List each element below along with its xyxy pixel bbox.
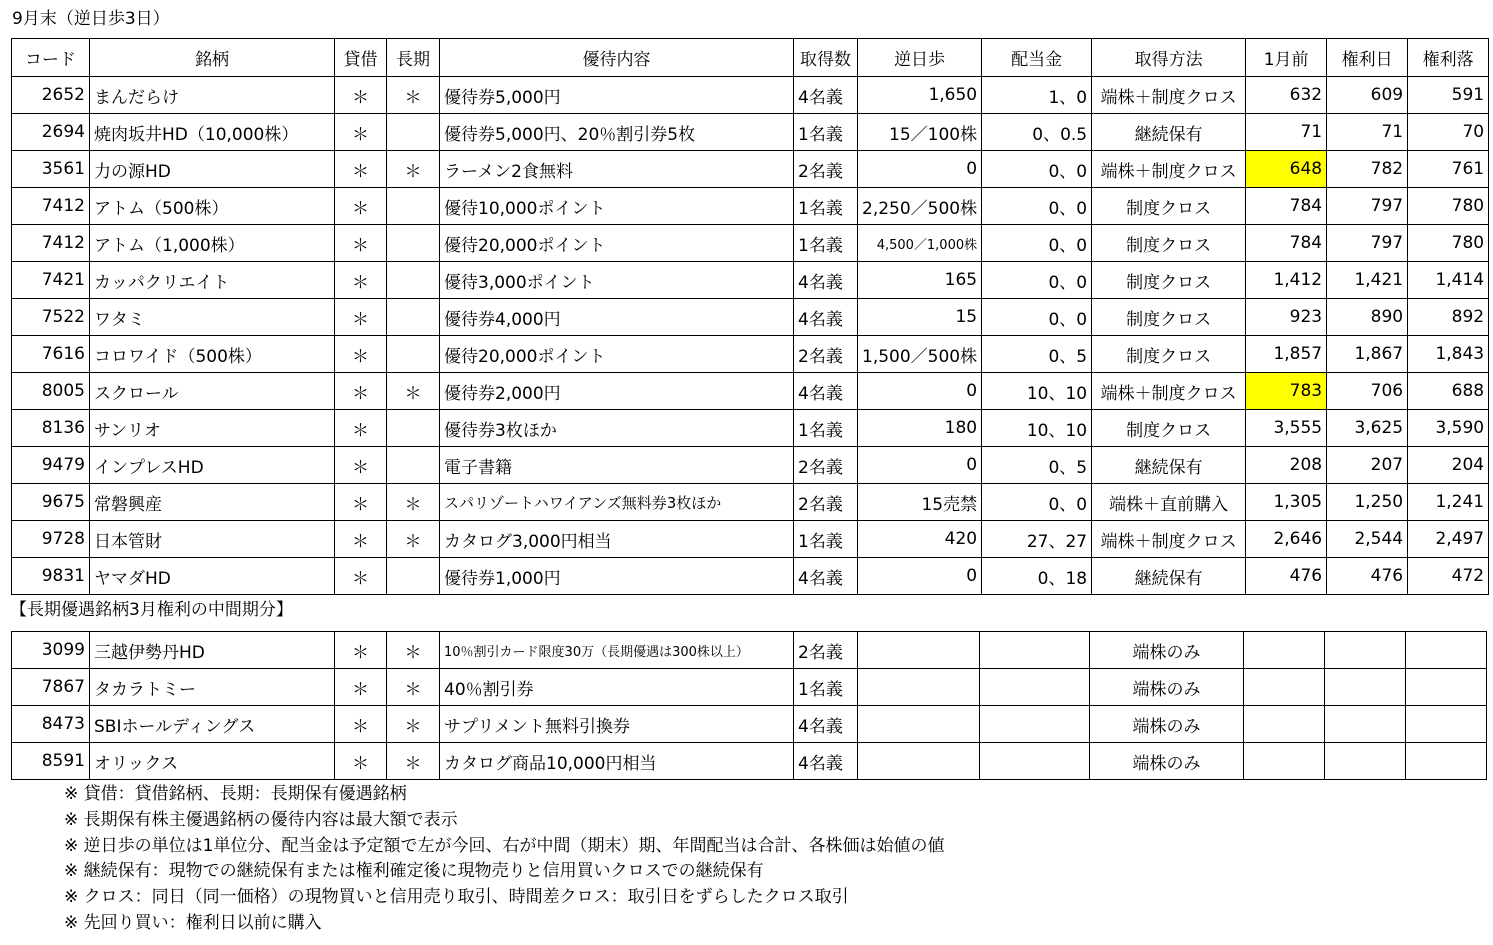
cell-method: 端株＋制度クロス	[1092, 373, 1246, 410]
cell-name: ヤマダHD	[90, 558, 335, 595]
cell-shares: 1名義	[794, 188, 858, 225]
cell-gyakuhibu: 2,250／500株	[858, 188, 982, 225]
cell-name: SBIホールディングス	[90, 706, 335, 743]
cell-shares: 2名義	[794, 632, 858, 669]
cell-dividend: 0、0	[982, 151, 1092, 188]
cell-yutai: 優待券3枚ほか	[440, 410, 794, 447]
cell-yutai: 優待券5,000円	[440, 77, 794, 114]
cell-taishaku: ＊	[335, 336, 387, 373]
cell-taishaku: ＊	[335, 447, 387, 484]
cell-taishaku: ＊	[335, 743, 387, 780]
cell-dividend: 10、10	[982, 410, 1092, 447]
footnote: ※ 継続保有：現物での継続保有または権利確定後に現物売りと信用買いクロスでの継続保有	[64, 861, 764, 882]
cell-dividend: 0、0.5	[982, 114, 1092, 151]
header-taishaku: 貸借	[335, 39, 387, 77]
cell-kenri: 207	[1327, 447, 1408, 484]
cell-ochi	[1406, 632, 1487, 669]
cell-ochi: 780	[1408, 188, 1489, 225]
cell-method: 制度クロス	[1092, 336, 1246, 373]
cell-dividend: 0、0	[982, 188, 1092, 225]
cell-1month: 208	[1246, 447, 1327, 484]
cell-choki	[387, 299, 440, 336]
cell-taishaku: ＊	[335, 706, 387, 743]
cell-shares: 4名義	[794, 262, 858, 299]
cell-1month: 784	[1246, 188, 1327, 225]
cell-taishaku: ＊	[335, 521, 387, 558]
cell-shares: 1名義	[794, 225, 858, 262]
cell-code: 9831	[12, 558, 90, 595]
cell-kenri: 797	[1327, 225, 1408, 262]
cell-choki: ＊	[387, 632, 440, 669]
cell-choki: ＊	[387, 521, 440, 558]
cell-1month-highlighted: 783	[1246, 373, 1327, 410]
cell-gyakuhibu: 165	[858, 262, 982, 299]
table-row	[12, 336, 1489, 373]
cell-code: 7412	[12, 188, 90, 225]
cell-dividend: 0、0	[982, 484, 1092, 521]
footnote: ※ クロス：同日（同一価格）の現物買いと信用売り取引、時間差クロス：取引日をずらしたクロス取引	[64, 887, 849, 908]
cell-kenri: 476	[1327, 558, 1408, 595]
cell-name: アトム（1,000株）	[90, 225, 335, 262]
header-row	[12, 39, 1489, 77]
cell-gyakuhibu: 0	[858, 373, 982, 410]
cell-shares: 2名義	[794, 336, 858, 373]
cell-1month	[1244, 632, 1325, 669]
cell-yutai: 40％割引券	[440, 669, 794, 706]
header-shares: 取得数	[794, 39, 858, 77]
cell-shares: 2名義	[794, 484, 858, 521]
cell-method: 継続保有	[1092, 558, 1246, 595]
cell-code: 8136	[12, 410, 90, 447]
cell-gyakuhibu: 0	[858, 558, 982, 595]
cell-dividend	[980, 706, 1090, 743]
cell-shares: 4名義	[794, 373, 858, 410]
cell-shares: 4名義	[794, 743, 858, 780]
page-title: 9月末（逆日歩3日）	[12, 9, 170, 29]
table-row	[12, 410, 1489, 447]
cell-name: オリックス	[90, 743, 335, 780]
cell-method: 継続保有	[1092, 447, 1246, 484]
section-title: 【長期優遇銘柄3月権利の中間期分】	[10, 600, 293, 620]
cell-taishaku: ＊	[335, 558, 387, 595]
cell-shares: 1名義	[794, 521, 858, 558]
table-row	[12, 77, 1489, 114]
cell-taishaku: ＊	[335, 373, 387, 410]
long-term-table	[11, 631, 1487, 780]
cell-shares: 1名義	[794, 114, 858, 151]
cell-method: 端株＋制度クロス	[1092, 521, 1246, 558]
cell-yutai: 優待券1,000円	[440, 558, 794, 595]
cell-gyakuhibu: 4,500／1,000株	[858, 225, 982, 262]
table-row	[12, 706, 1487, 743]
cell-name: カッパクリエイト	[90, 262, 335, 299]
table-row	[12, 521, 1489, 558]
cell-1month: 1,305	[1246, 484, 1327, 521]
cell-kenri: 1,250	[1327, 484, 1408, 521]
cell-kenri: 797	[1327, 188, 1408, 225]
cell-dividend: 10、10	[982, 373, 1092, 410]
cell-code: 8005	[12, 373, 90, 410]
cell-dividend	[980, 632, 1090, 669]
cell-kenri: 890	[1327, 299, 1408, 336]
table-row	[12, 151, 1489, 188]
cell-taishaku: ＊	[335, 669, 387, 706]
cell-code: 7421	[12, 262, 90, 299]
table-row	[12, 743, 1487, 780]
header-method: 取得方法	[1092, 39, 1246, 77]
cell-yutai: 優待20,000ポイント	[440, 225, 794, 262]
table-row	[12, 373, 1489, 410]
cell-ochi	[1406, 706, 1487, 743]
cell-1month: 784	[1246, 225, 1327, 262]
footnote: ※ 長期保有株主優遇銘柄の優待内容は最大額で表示	[64, 809, 458, 830]
cell-ochi: 1,241	[1408, 484, 1489, 521]
cell-dividend: 1、0	[982, 77, 1092, 114]
table-row	[12, 225, 1489, 262]
cell-code: 3099	[12, 632, 90, 669]
cell-1month	[1244, 706, 1325, 743]
cell-kenri	[1325, 669, 1406, 706]
cell-shares: 1名義	[794, 410, 858, 447]
cell-code: 8591	[12, 743, 90, 780]
cell-shares: 4名義	[794, 299, 858, 336]
cell-name: 三越伊勢丹HD	[90, 632, 335, 669]
cell-yutai: 10％割引カード限度30万（長期優遇は300株以上）	[440, 632, 794, 669]
cell-1month: 632	[1246, 77, 1327, 114]
table-row	[12, 669, 1487, 706]
cell-gyakuhibu: 15売禁	[858, 484, 982, 521]
table-row	[12, 262, 1489, 299]
cell-method: 制度クロス	[1092, 188, 1246, 225]
cell-choki: ＊	[387, 484, 440, 521]
cell-choki: ＊	[387, 373, 440, 410]
table-row	[12, 114, 1489, 151]
cell-1month: 1,857	[1246, 336, 1327, 373]
cell-1month: 1,412	[1246, 262, 1327, 299]
footnote: ※ 逆日歩の単位は1単位分、配当金は予定額で左が今回、右が中間（期末）期、年間配当は合計、各株価は始値の値	[64, 835, 945, 856]
cell-shares: 2名義	[794, 151, 858, 188]
cell-method: 制度クロス	[1092, 225, 1246, 262]
cell-shares: 1名義	[794, 669, 858, 706]
cell-gyakuhibu: 1,650	[858, 77, 982, 114]
cell-name: まんだらけ	[90, 77, 335, 114]
footnote: ※ 貸借：貸借銘柄、長期：長期保有優遇銘柄	[64, 784, 407, 804]
cell-1month: 2,646	[1246, 521, 1327, 558]
cell-1month: 476	[1246, 558, 1327, 595]
cell-yutai: 優待券2,000円	[440, 373, 794, 410]
cell-method: 端株＋制度クロス	[1092, 151, 1246, 188]
cell-dividend: 0、5	[982, 336, 1092, 373]
cell-ochi: 2,497	[1408, 521, 1489, 558]
cell-taishaku: ＊	[335, 188, 387, 225]
cell-kenri	[1325, 632, 1406, 669]
cell-kenri: 782	[1327, 151, 1408, 188]
cell-kenri: 2,544	[1327, 521, 1408, 558]
cell-yutai: スパリゾートハワイアンズ無料券3枚ほか	[440, 484, 794, 521]
cell-code: 8473	[12, 706, 90, 743]
table-row	[12, 299, 1489, 336]
cell-yutai: 優待20,000ポイント	[440, 336, 794, 373]
cell-gyakuhibu: 15／100株	[858, 114, 982, 151]
cell-1month	[1244, 743, 1325, 780]
cell-method: 端株のみ	[1090, 669, 1244, 706]
cell-1month-highlighted: 648	[1246, 151, 1327, 188]
cell-code: 2694	[12, 114, 90, 151]
table-row	[12, 632, 1487, 669]
cell-choki	[387, 336, 440, 373]
cell-name: 焼肉坂井HD（10,000株）	[90, 114, 335, 151]
cell-shares: 4名義	[794, 77, 858, 114]
cell-dividend: 0、0	[982, 225, 1092, 262]
cell-gyakuhibu	[858, 743, 980, 780]
cell-yutai: ラーメン2食無料	[440, 151, 794, 188]
cell-ochi: 892	[1408, 299, 1489, 336]
cell-code: 9675	[12, 484, 90, 521]
cell-ochi	[1406, 669, 1487, 706]
cell-kenri	[1325, 706, 1406, 743]
cell-choki: ＊	[387, 77, 440, 114]
cell-choki: ＊	[387, 706, 440, 743]
cell-ochi: 472	[1408, 558, 1489, 595]
cell-method: 制度クロス	[1092, 299, 1246, 336]
header-code: コード	[12, 39, 90, 77]
yutai-table	[11, 38, 1489, 595]
cell-method: 端株＋制度クロス	[1092, 77, 1246, 114]
table-row	[12, 188, 1489, 225]
cell-name: アトム（500株）	[90, 188, 335, 225]
cell-ochi	[1406, 743, 1487, 780]
cell-gyakuhibu: 180	[858, 410, 982, 447]
cell-1month: 923	[1246, 299, 1327, 336]
cell-choki	[387, 225, 440, 262]
cell-choki	[387, 262, 440, 299]
cell-method: 端株＋直前購入	[1092, 484, 1246, 521]
cell-name: インプレスHD	[90, 447, 335, 484]
cell-choki: ＊	[387, 743, 440, 780]
cell-yutai: 優待3,000ポイント	[440, 262, 794, 299]
cell-gyakuhibu: 1,500／500株	[858, 336, 982, 373]
header-kenri: 権利日	[1327, 39, 1408, 77]
cell-name: タカラトミー	[90, 669, 335, 706]
cell-choki: ＊	[387, 669, 440, 706]
cell-name: コロワイド（500株）	[90, 336, 335, 373]
cell-ochi: 780	[1408, 225, 1489, 262]
cell-code: 3561	[12, 151, 90, 188]
cell-code: 9479	[12, 447, 90, 484]
cell-1month: 3,555	[1246, 410, 1327, 447]
cell-gyakuhibu	[858, 706, 980, 743]
cell-name: スクロール	[90, 373, 335, 410]
cell-name: サンリオ	[90, 410, 335, 447]
cell-taishaku: ＊	[335, 262, 387, 299]
cell-yutai: 優待10,000ポイント	[440, 188, 794, 225]
cell-choki	[387, 410, 440, 447]
cell-kenri	[1325, 743, 1406, 780]
cell-code: 9728	[12, 521, 90, 558]
cell-kenri: 609	[1327, 77, 1408, 114]
cell-yutai: カタログ3,000円相当	[440, 521, 794, 558]
cell-dividend: 0、0	[982, 262, 1092, 299]
header-name: 銘柄	[90, 39, 335, 77]
header-ochi: 権利落	[1408, 39, 1489, 77]
cell-choki	[387, 188, 440, 225]
cell-ochi: 3,590	[1408, 410, 1489, 447]
cell-gyakuhibu: 420	[858, 521, 982, 558]
cell-yutai: 優待券4,000円	[440, 299, 794, 336]
cell-choki	[387, 447, 440, 484]
cell-yutai: サプリメント無料引換券	[440, 706, 794, 743]
cell-method: 端株のみ	[1090, 632, 1244, 669]
cell-taishaku: ＊	[335, 225, 387, 262]
cell-code: 7867	[12, 669, 90, 706]
cell-shares: 2名義	[794, 447, 858, 484]
cell-1month: 71	[1246, 114, 1327, 151]
cell-gyakuhibu: 15	[858, 299, 982, 336]
cell-taishaku: ＊	[335, 299, 387, 336]
cell-dividend: 0、18	[982, 558, 1092, 595]
cell-kenri: 706	[1327, 373, 1408, 410]
cell-yutai: 優待券5,000円、20％割引券5枚	[440, 114, 794, 151]
cell-ochi: 1,843	[1408, 336, 1489, 373]
cell-kenri: 1,867	[1327, 336, 1408, 373]
cell-dividend: 27、27	[982, 521, 1092, 558]
footnote: ※ 先回り買い：権利日以前に購入	[64, 912, 322, 933]
cell-1month	[1244, 669, 1325, 706]
cell-dividend	[980, 669, 1090, 706]
table-row	[12, 558, 1489, 595]
cell-ochi: 70	[1408, 114, 1489, 151]
cell-shares: 4名義	[794, 558, 858, 595]
cell-name: ワタミ	[90, 299, 335, 336]
cell-code: 7412	[12, 225, 90, 262]
header-gyakuhibu: 逆日歩	[858, 39, 982, 77]
cell-code: 7522	[12, 299, 90, 336]
cell-taishaku: ＊	[335, 484, 387, 521]
cell-taishaku: ＊	[335, 410, 387, 447]
cell-dividend	[980, 743, 1090, 780]
cell-yutai: 電子書籍	[440, 447, 794, 484]
cell-ochi: 688	[1408, 373, 1489, 410]
cell-gyakuhibu: 0	[858, 447, 982, 484]
cell-ochi: 1,414	[1408, 262, 1489, 299]
cell-yutai: カタログ商品10,000円相当	[440, 743, 794, 780]
cell-kenri: 3,625	[1327, 410, 1408, 447]
cell-method: 端株のみ	[1090, 706, 1244, 743]
cell-choki	[387, 114, 440, 151]
cell-code: 2652	[12, 77, 90, 114]
cell-ochi: 761	[1408, 151, 1489, 188]
header-yutai: 優待内容	[440, 39, 794, 77]
cell-method: 端株のみ	[1090, 743, 1244, 780]
table-row	[12, 447, 1489, 484]
cell-name: 日本管財	[90, 521, 335, 558]
cell-dividend: 0、5	[982, 447, 1092, 484]
cell-choki: ＊	[387, 151, 440, 188]
footnotes	[64, 782, 944, 937]
cell-method: 制度クロス	[1092, 410, 1246, 447]
cell-name: 常磐興産	[90, 484, 335, 521]
header-1month: 1月前	[1246, 39, 1327, 77]
cell-code: 7616	[12, 336, 90, 373]
cell-taishaku: ＊	[335, 114, 387, 151]
cell-name: 力の源HD	[90, 151, 335, 188]
cell-taishaku: ＊	[335, 77, 387, 114]
header-dividend: 配当金	[982, 39, 1092, 77]
cell-choki	[387, 558, 440, 595]
cell-gyakuhibu	[858, 669, 980, 706]
cell-dividend: 0、0	[982, 299, 1092, 336]
table-row	[12, 484, 1489, 521]
cell-method: 継続保有	[1092, 114, 1246, 151]
cell-ochi: 204	[1408, 447, 1489, 484]
cell-taishaku: ＊	[335, 632, 387, 669]
cell-gyakuhibu	[858, 632, 980, 669]
cell-ochi: 591	[1408, 77, 1489, 114]
header-choki: 長期	[387, 39, 440, 77]
cell-taishaku: ＊	[335, 151, 387, 188]
cell-kenri: 71	[1327, 114, 1408, 151]
cell-kenri: 1,421	[1327, 262, 1408, 299]
cell-gyakuhibu: 0	[858, 151, 982, 188]
cell-shares: 4名義	[794, 706, 858, 743]
cell-method: 制度クロス	[1092, 262, 1246, 299]
